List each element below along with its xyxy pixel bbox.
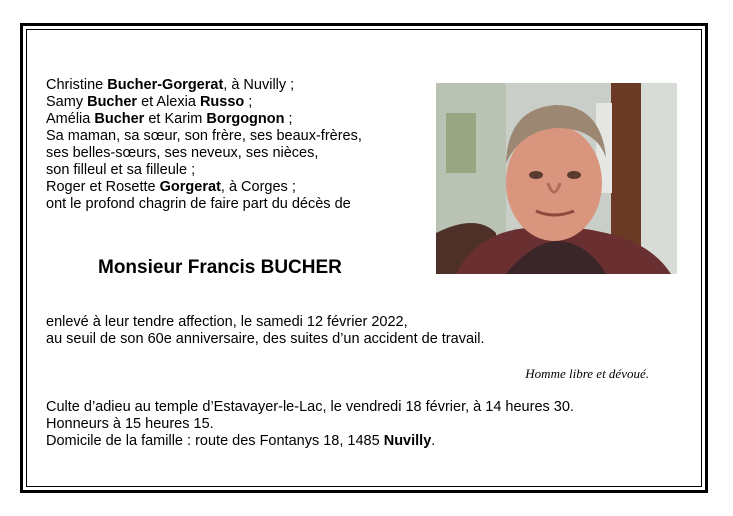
- family-line-3: Amélia Bucher et Karim Borgognon ;: [46, 111, 293, 127]
- family-line-2: Samy Bucher et Alexia Russo ;: [46, 94, 253, 110]
- circumstances-line-2: au seuil de son 60e anniversaire, des suites d’un accident de travail.: [46, 331, 485, 347]
- circumstances-line-1: enlevé à leur tendre affection, le samedi 12 février 2022,: [46, 314, 408, 330]
- family-line-7: Roger et Rosette Gorgerat, à Corges ;: [46, 179, 296, 195]
- family-line-5: ses belles-sœurs, ses neveux, ses nièces,: [46, 145, 319, 161]
- family-line-4: Sa maman, sa sœur, son frère, ses beaux-frères,: [46, 128, 362, 144]
- family-line-8: ont le profond chagrin de faire part du décès de: [46, 196, 351, 212]
- deceased-name: Monsieur Francis BUCHER: [98, 257, 342, 278]
- ceremony-line-1: Culte d’adieu au temple d’Estavayer-le-Lac, le vendredi 18 février, à 14 heures 30.: [46, 399, 574, 415]
- family-line-1: Christine Bucher-Gorgerat, à Nuvilly ;: [46, 77, 295, 93]
- motto: Homme libre et dévoué.: [525, 366, 649, 381]
- ceremony-line-3: Domicile de la famille : route des Fontanys 18, 1485 Nuvilly.: [46, 433, 436, 449]
- ceremony-line-2: Honneurs à 15 heures 15.: [46, 416, 214, 432]
- portrait-illustration: [436, 83, 677, 274]
- family-line-6: son filleul et sa filleule ;: [46, 162, 196, 178]
- portrait-photo: [436, 83, 677, 274]
